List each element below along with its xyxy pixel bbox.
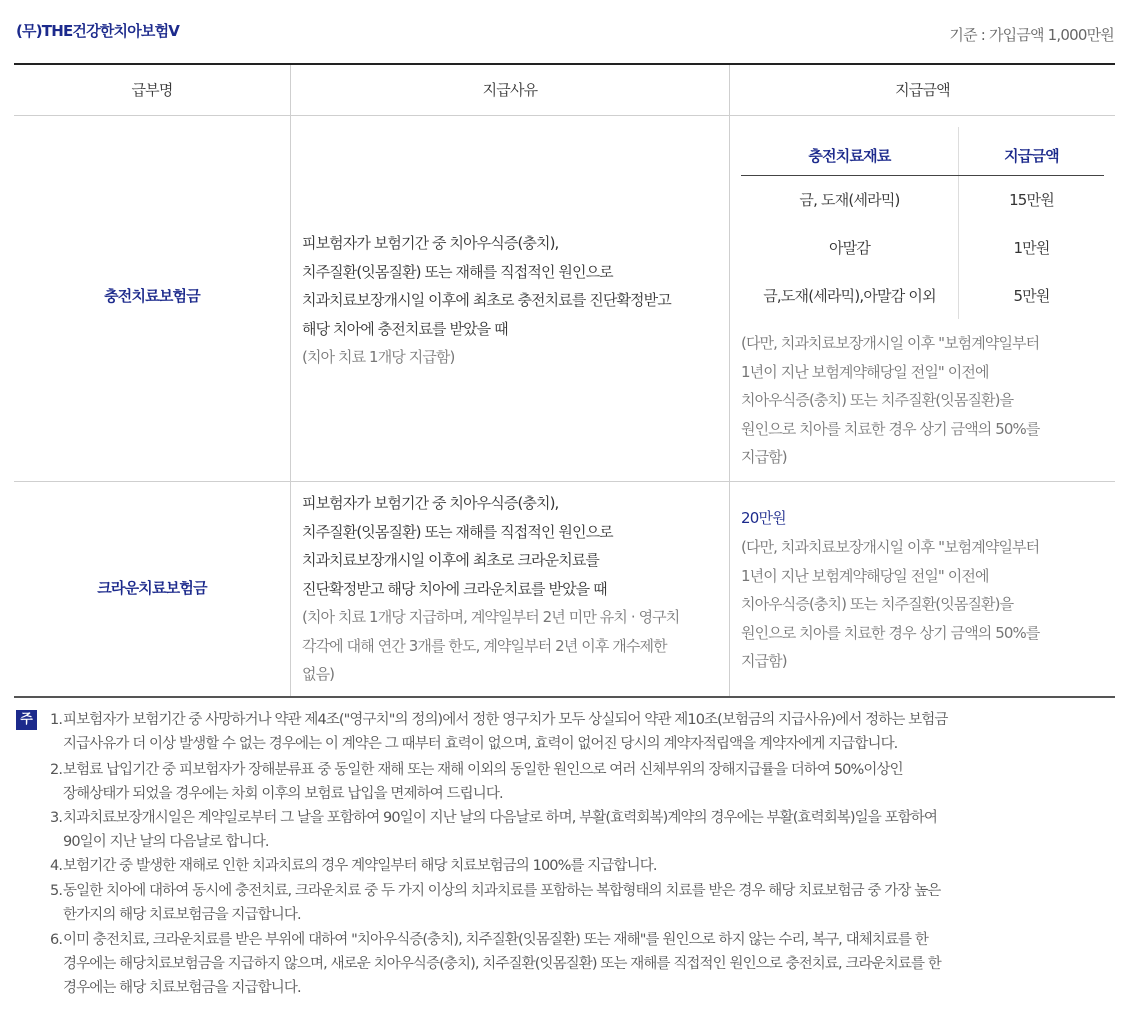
- amount-note-line: (다만, 치과치료보장개시일 이후 "보험계약일부터: [741, 538, 1040, 556]
- subtable-cell-amount: 15만원: [1009, 191, 1054, 209]
- header-divider: [14, 115, 1115, 116]
- note-number: 3.: [50, 810, 63, 826]
- note-item: [50, 708, 1110, 756]
- reason-line: 피보험자가 보험기간 중 치아우식증(충치),: [302, 234, 559, 252]
- reason-line: 치주질환(잇몸질환) 또는 재해를 직접적인 원인으로: [302, 262, 613, 281]
- note-item: [50, 879, 1110, 927]
- subtable-cell-material: 금, 도재(세라믹): [799, 191, 900, 209]
- amount-note-line: 원인으로 치아를 치료한 경우 상기 금액의 50%를: [741, 623, 1040, 642]
- reason-filling: [302, 229, 732, 372]
- note-line: 한가지의 해당 치료보험금을 지급합니다.: [63, 907, 301, 923]
- basis-text: 기준 : 가입금액 1,000만원: [949, 26, 1114, 44]
- note-line: 보험기간 중 발생한 재해로 인한 치과치료의 경우 계약일부터 해당 치료보험금의 100%를 지급합니다.: [63, 858, 657, 874]
- reason-crown: [302, 489, 732, 689]
- notes-badge: 주: [16, 710, 37, 730]
- note-item: [50, 758, 1110, 806]
- reason-line: 피보험자가 보험기간 중 치아우식증(충치),: [302, 494, 559, 512]
- note-line: 90일이 지난 날의 다음날로 합니다.: [63, 834, 269, 850]
- amount-note-line: 치아우식증(충치) 또는 치주질환(잇몸질환)을: [741, 595, 1014, 613]
- column-header-amount: 지급금액: [895, 81, 950, 99]
- note-item: [50, 928, 1110, 1000]
- subtable-cell-amount: 5만원: [1013, 287, 1050, 305]
- reason-line: 치주질환(잇몸질환) 또는 재해를 직접적인 원인으로: [302, 522, 613, 541]
- column-header-benefit: 급부명: [131, 81, 173, 99]
- subtable-cell-material: 아말감: [828, 239, 871, 257]
- note-number: 2.: [50, 762, 63, 778]
- amount-note-line: 1년이 지난 보험계약해당일 전일" 이전에: [741, 566, 989, 585]
- note-item: [50, 806, 1110, 854]
- amount-note-line: 지급함): [741, 448, 787, 466]
- note-number: 6.: [50, 932, 63, 948]
- amount-note-line: 치아우식증(충치) 또는 치주질환(잇몸질환)을: [741, 391, 1014, 409]
- row-divider: [14, 481, 1115, 482]
- reason-note: (치아 치료 1개당 지급함): [302, 348, 455, 366]
- amount-note-filling: [741, 329, 1101, 472]
- note-line: 보험료 납입기간 중 피보험자가 장해분류표 중 동일한 재해 또는 재해 이외의 동일한 원인으로 여러 신체부위의 장해지급률을 더하여 50%이상인: [63, 762, 903, 778]
- amount-note-line: 원인으로 치아를 치료한 경우 상기 금액의 50%를: [741, 419, 1040, 438]
- note-line: 장해상태가 되었을 경우에는 차회 이후의 보험료 납입을 면제하여 드립니다.: [63, 786, 503, 802]
- reason-line: 진단확정받고 해당 치아에 크라운치료를 받았을 때: [302, 579, 607, 598]
- subtable-header-amount: 지급금액: [1004, 147, 1059, 165]
- note-line: 이미 충전치료, 크라운치료를 받은 부위에 대하여 "치아우식증(충치), 치주질환(잇몸질환) 또는 재해"를 원인으로 하지 않는 수리, 복구, 대체치료를 한: [63, 932, 928, 948]
- note-number: 5.: [50, 883, 63, 899]
- reason-note: (치아 치료 1개당 지급하며, 계약일부터 2년 미만 유치 · 영구치: [302, 608, 680, 626]
- note-line: 동일한 치아에 대하여 동시에 충전치료, 크라운치료 중 두 가지 이상의 치과치료를 포함하는 복합형태의 치료를 받은 경우 해당 치료보험금 중 가장 높은: [63, 883, 941, 899]
- note-line: 피보험자가 보험기간 중 사망하거나 약관 제4조("영구치"의 정의)에서 정한 영구치가 모두 상실되어 약관 제10조(보험금의 지급사유)에서 정하는 보험금: [63, 712, 948, 728]
- subtable-header-material: 충전치료재료: [808, 147, 891, 165]
- note-item: [50, 854, 1110, 878]
- page-title: (무)THE건강한치아보험V: [16, 22, 180, 40]
- benefit-name-filling: 충전치료보험금: [104, 287, 200, 305]
- note-number: 1.: [50, 712, 63, 728]
- amount-note-line: 1년이 지난 보험계약해당일 전일" 이전에: [741, 362, 989, 381]
- subtable-cell-amount: 1만원: [1013, 239, 1050, 257]
- note-line: 경우에는 해당치료보험금을 지급하지 않으며, 새로운 치아우식증(충치), 치주질환(잇몸질환) 또는 재해를 직접적인 원인으로 충전치료, 크라운치료를 한: [63, 956, 941, 972]
- column-header-reason: 지급사유: [482, 81, 538, 99]
- benefit-name-crown: 크라운치료보험금: [97, 579, 207, 597]
- note-line: 경우에는 해당 치료보험금을 지급합니다.: [63, 980, 301, 996]
- amount-note-line: (다만, 치과치료보장개시일 이후 "보험계약일부터: [741, 334, 1040, 352]
- amount-crown: 20만원: [741, 509, 786, 527]
- subtable-cell-material: 금,도재(세라믹),아말감 이외: [763, 287, 936, 305]
- note-line: 치과치료보장개시일은 계약일로부터 그 날을 포함하여 90일이 지난 날의 다음날로 하며, 부활(효력회복)계약의 경우에는 부활(효력회복)일을 포함하여: [63, 810, 938, 826]
- benefit-table: [14, 63, 1115, 698]
- column-divider: [290, 65, 291, 696]
- reason-line: 해당 치아에 충전치료를 받았을 때: [302, 319, 508, 338]
- reason-note: 없음): [302, 665, 335, 683]
- amount-note-crown: [741, 533, 1101, 676]
- reason-line: 치과치료보장개시일 이후에 최초로 크라운치료를: [302, 551, 599, 569]
- reason-note: 각각에 대해 연간 3개를 한도, 계약일부터 2년 이후 개수제한: [302, 636, 667, 655]
- note-line: 지급사유가 더 이상 발생할 수 없는 경우에는 이 계약은 그 때부터 효력이 없으며, 효력이 없어진 당시의 계약자적립액을 계약자에게 지급합니다.: [63, 736, 898, 752]
- note-number: 4.: [50, 858, 63, 874]
- reason-line: 치과치료보장개시일 이후에 최초로 충전치료를 진단확정받고: [302, 291, 671, 309]
- amount-note-line: 지급함): [741, 652, 787, 670]
